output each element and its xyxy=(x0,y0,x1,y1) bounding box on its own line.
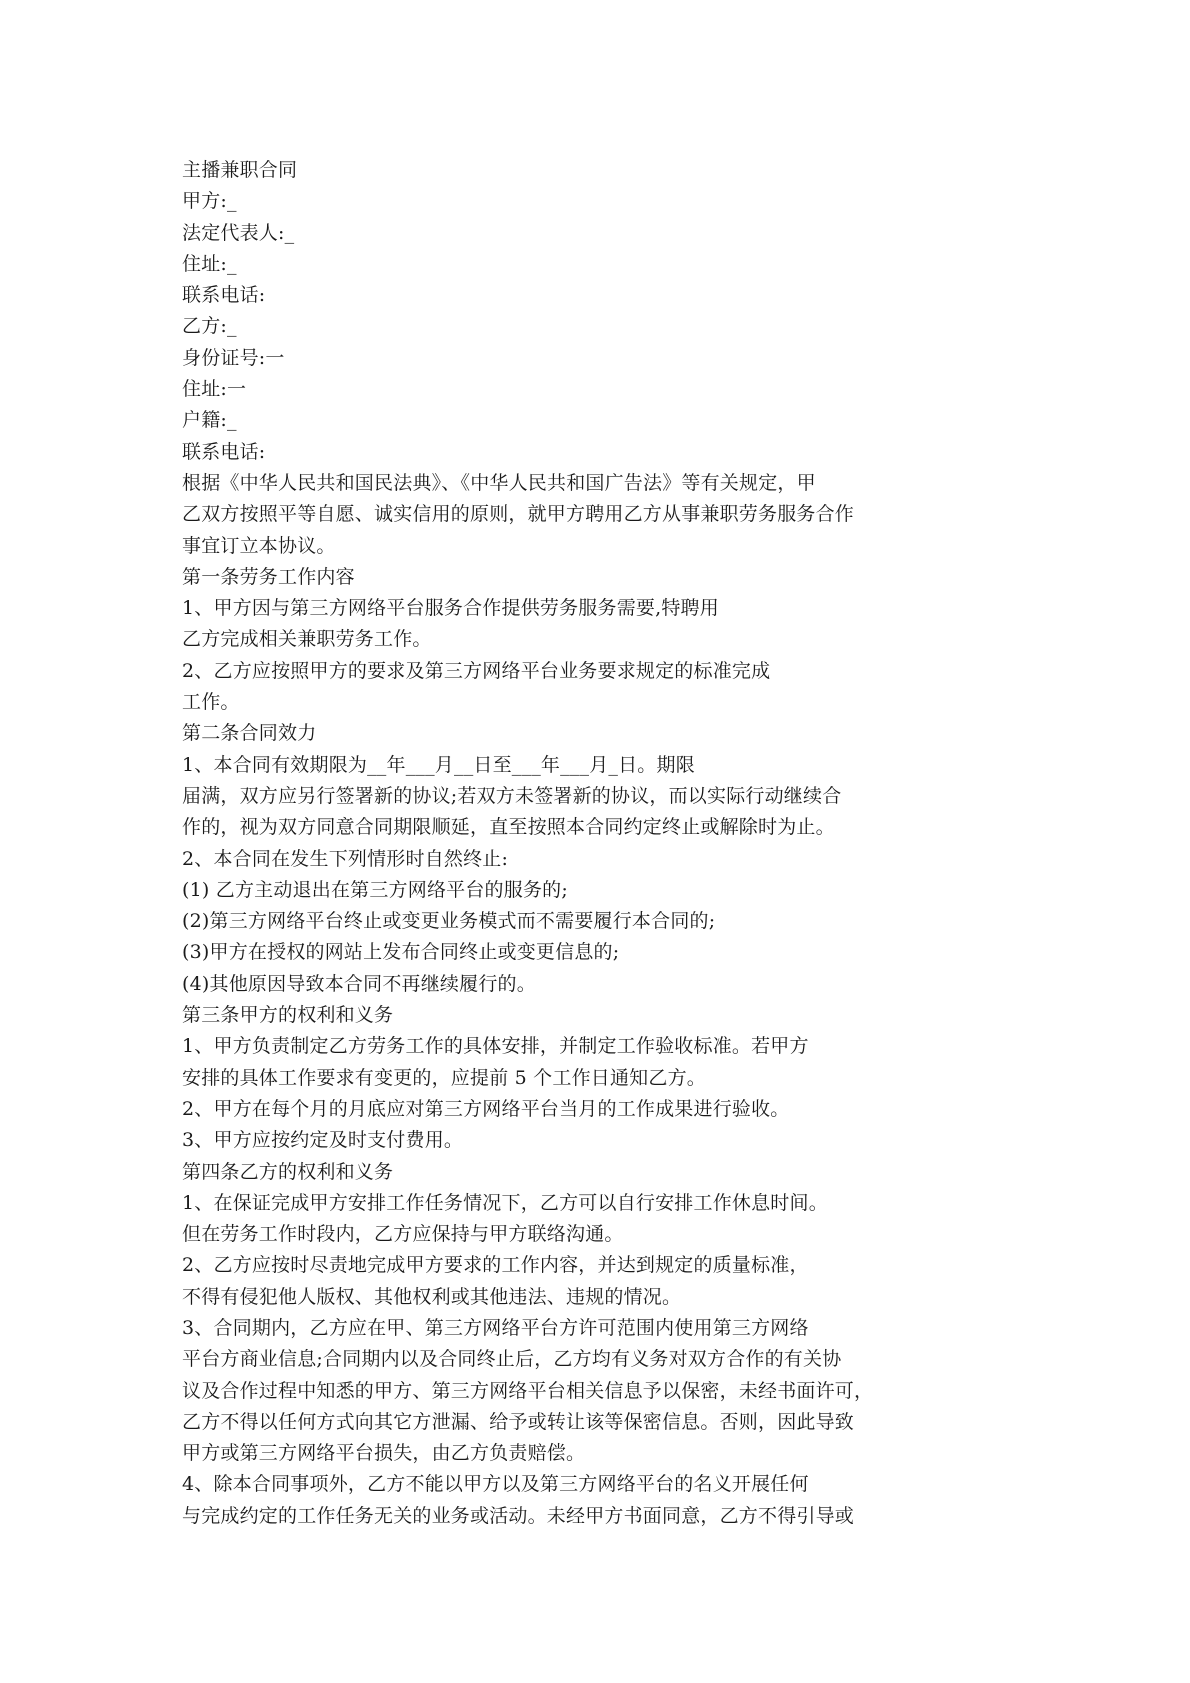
clause-line: 作的，视为双方同意合同期限顺延，直至按照本合同约定终止或解除时为止。 xyxy=(182,816,835,839)
clause-line: 安排的具体工作要求有变更的，应提前 5 个工作日通知乙方。 xyxy=(182,1066,706,1089)
clause-line: (4)其他原因导致本合同不再继续履行的。 xyxy=(182,972,536,995)
clause-line: 3、甲方应按约定及时支付费用。 xyxy=(182,1129,464,1152)
clause-line: 3、合同期内，乙方应在甲、第三方网络平台方许可范围内使用第三方网络 xyxy=(182,1316,809,1339)
party-a-phone-field: 联系电话: xyxy=(182,284,266,307)
clause-line: (1) 乙方主动退出在第三方网络平台的服务的; xyxy=(182,878,568,901)
preamble-line: 根据《中华人民共和国民法典》、《中华人民共和国广告法》等有关规定，甲 xyxy=(182,471,816,494)
clause-line: 乙方不得以任何方式向其它方泄漏、给予或转让该等保密信息。否则，因此导致 xyxy=(182,1410,855,1433)
article-1-heading: 第一条劳务工作内容 xyxy=(182,565,355,588)
clause-line: 1、甲方因与第三方网络平台服务合作提供劳务服务需要,特聘用 xyxy=(182,597,719,620)
clause-line: 与完成约定的工作任务无关的业务或活动。未经甲方书面同意，乙方不得引导或 xyxy=(182,1504,855,1527)
party-b-phone-field: 联系电话: xyxy=(182,440,266,463)
clause-line: 工作。 xyxy=(182,691,240,714)
article-4-heading: 第四条乙方的权利和义务 xyxy=(182,1160,394,1183)
clause-line: 2、甲方在每个月的月底应对第三方网络平台当月的工作成果进行验收。 xyxy=(182,1097,790,1120)
clause-line: 甲方或第三方网络平台损失，由乙方负责赔偿。 xyxy=(182,1442,586,1465)
article-2-heading: 第二条合同效力 xyxy=(182,722,317,745)
party-b-field: 乙方:_ xyxy=(182,315,237,338)
clause-line: 2、本合同在发生下列情形时自然终止: xyxy=(182,847,509,870)
clause-line: 2、乙方应按时尽责地完成甲方要求的工作内容，并达到规定的质量标准， xyxy=(182,1254,809,1277)
clause-line: (3)甲方在授权的网站上发布合同终止或变更信息的; xyxy=(182,941,620,964)
clause-line: 乙方完成相关兼职劳务工作。 xyxy=(182,628,432,651)
clause-line: 2、乙方应按照甲方的要求及第三方网络平台业务要求规定的标准完成 xyxy=(182,659,771,682)
clause-line: (2)第三方网络平台终止或变更业务模式而不需要履行本合同的; xyxy=(182,910,716,933)
document-title: 主播兼职合同 xyxy=(182,159,298,181)
legal-representative-field: 法定代表人:_ xyxy=(182,221,295,244)
contract-body xyxy=(182,155,982,1532)
clause-line: 不得有侵犯他人版权、其他权利或其他违法、违规的情况。 xyxy=(182,1285,682,1308)
clause-line: 届满，双方应另行签署新的协议;若双方未签署新的协议，而以实际行动继续合 xyxy=(182,784,842,807)
clause-line: 1、甲方负责制定乙方劳务工作的具体安排，并制定工作验收标准。若甲方 xyxy=(182,1035,809,1058)
household-registration-field: 户籍:_ xyxy=(182,409,237,432)
party-a-address-field: 住址:_ xyxy=(182,252,237,275)
clause-line: 平台方商业信息;合同期内以及合同终止后，乙方均有义务对双方合作的有关协 xyxy=(182,1348,842,1371)
clause-line: 1、本合同有效期限为__年___月__日至___年___月_日。期限 xyxy=(182,753,695,776)
article-3-heading: 第三条甲方的权利和义务 xyxy=(182,1004,394,1027)
clause-line: 4、除本合同事项外，乙方不能以甲方以及第三方网络平台的名义开展任何 xyxy=(182,1473,809,1496)
preamble-line: 事宜订立本协议。 xyxy=(182,534,336,557)
clause-line: 议及合作过程中知悉的甲方、第三方网络平台相关信息予以保密，未经书面许可， xyxy=(182,1379,874,1402)
preamble-line: 乙双方按照平等自愿、诚实信用的原则，就甲方聘用乙方从事兼职劳务服务合作 xyxy=(182,503,855,526)
clause-line: 1、在保证完成甲方安排工作任务情况下，乙方可以自行安排工作休息时间。 xyxy=(182,1191,828,1214)
id-number-field: 身份证号:一 xyxy=(182,346,285,369)
party-b-address-field: 住址:一 xyxy=(182,378,247,401)
party-a-field: 甲方:_ xyxy=(182,190,237,213)
clause-line: 但在劳务工作时段内，乙方应保持与甲方联络沟通。 xyxy=(182,1223,624,1246)
